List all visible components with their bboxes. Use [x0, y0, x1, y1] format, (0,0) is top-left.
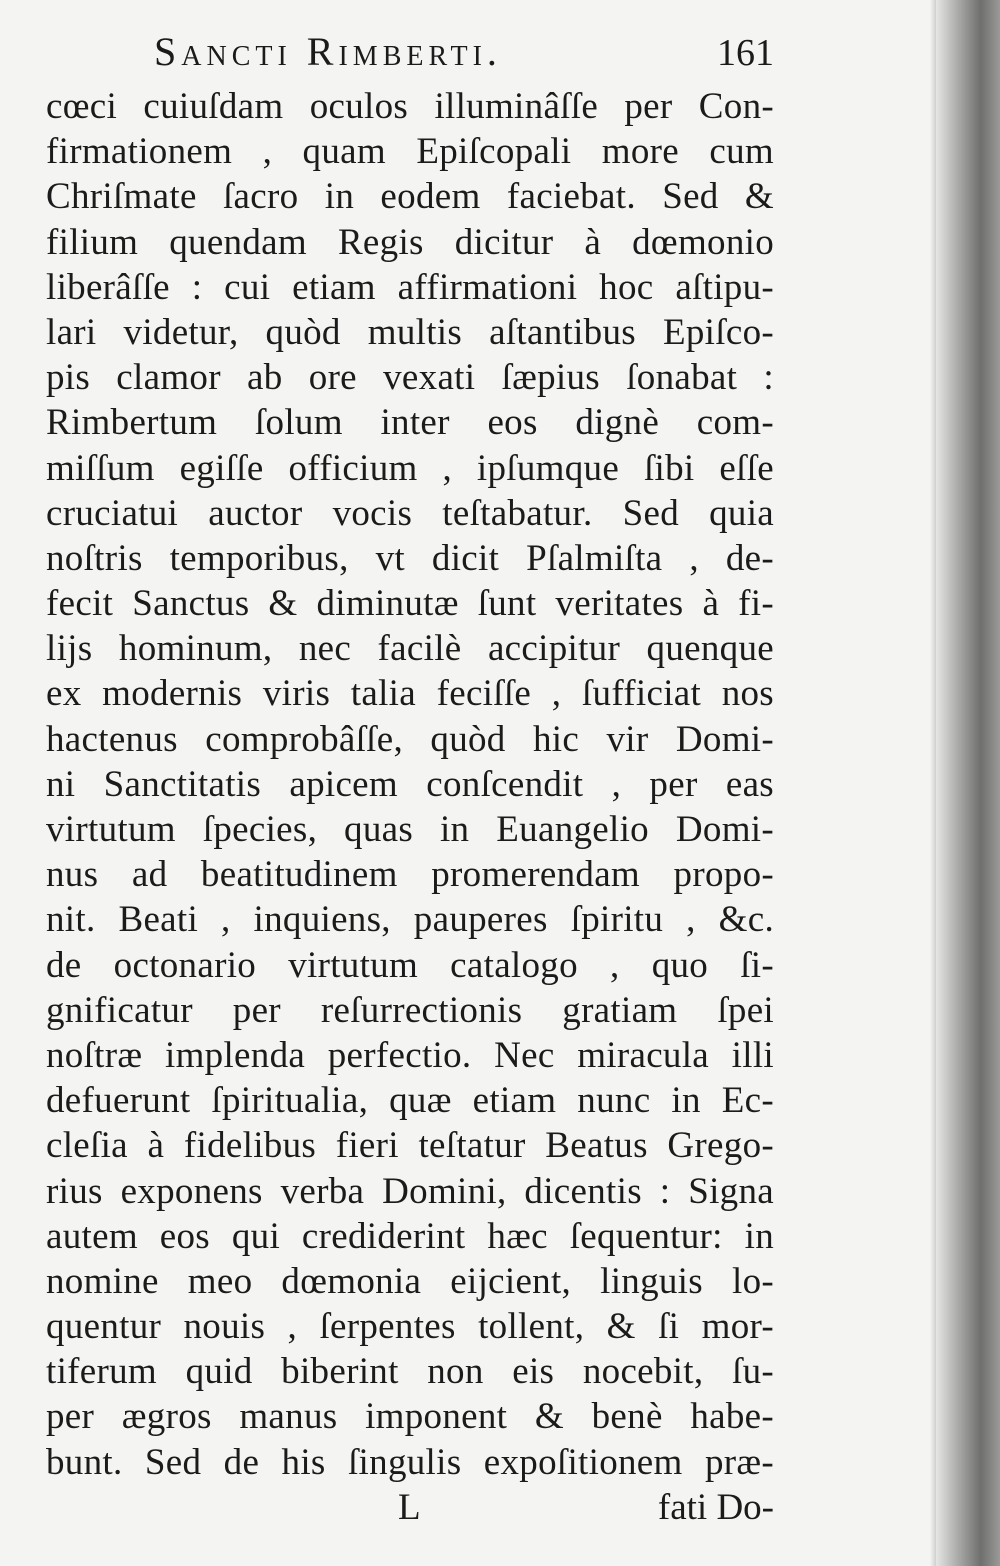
body-line: pis clamor ab ore vexati ſæpius ſonabat : — [46, 357, 774, 399]
body-line: hactenus comprobâſſe, quòd hic vir Domi- — [46, 718, 774, 760]
body-line: bunt. Sed de his ſingulis expoſitionem præ- — [46, 1441, 774, 1483]
body-line: gnificatur per reſurrectionis gratiam ſpei — [46, 989, 774, 1031]
body-line: tiferum quid biberint non eis nocebit, ſu- — [46, 1351, 774, 1393]
running-head — [46, 28, 774, 84]
body-line: Chriſmate ſacro in eodem faciebat. Sed & — [46, 176, 774, 218]
body-line: rius exponens verba Domini, dicentis : Signa — [46, 1170, 774, 1212]
body-text — [46, 84, 774, 1485]
body-line: ex modernis viris talia feciſſe , ſufficiat nos — [46, 673, 774, 715]
body-line: nomine meo dœmonia eijcient, linguis lo- — [46, 1260, 774, 1302]
body-line: filium quendam Regis dicitur à dœmonio — [46, 221, 774, 263]
body-line: cleſia à fidelibus fieri teſtatur Beatus Grego- — [46, 1125, 774, 1167]
body-line: lijs hominum, nec facilè accipitur quenque — [46, 628, 774, 670]
page-number: 161 — [717, 32, 774, 74]
body-line: defuerunt ſpiritualia, quæ etiam nunc in Ec- — [46, 1080, 774, 1122]
body-line: noſtræ implenda perfectio. Nec miracula illi — [46, 1034, 774, 1076]
body-line: virtutum ſpecies, quas in Euangelio Domi- — [46, 809, 774, 850]
body-line: lari videtur, quòd multis aſtantibus Epiſco- — [46, 311, 774, 353]
body-line: ni Sanctitatis apicem conſcendit , per eas — [46, 763, 774, 805]
body-line: nus ad beatitudinem promerendam propo- — [46, 854, 774, 896]
body-line: liberâſſe : cui etiam affirmationi hoc aſtipu- — [46, 266, 774, 308]
body-line: nit. Beati , inquiens, pauperes ſpiritu , &c. — [46, 899, 774, 941]
body-line: quentur nouis , ſerpentes tollent, & ſi mor- — [46, 1306, 774, 1348]
signature-mark: L — [398, 1486, 421, 1528]
body-line: cœci cuiuſdam oculos illuminâſſe per Con- — [46, 86, 774, 127]
book-gutter-shadow — [936, 0, 1000, 1566]
catchword: fati Do- — [657, 1486, 774, 1528]
body-line: autem eos qui crediderint hæc ſequentur: in — [46, 1215, 774, 1257]
body-line: de octonario virtutum catalogo , quo ſi- — [46, 944, 774, 986]
page-footer — [46, 1485, 774, 1531]
body-line: firmationem , quam Epiſcopali more cum — [46, 131, 774, 173]
body-line: per ægros manus imponent & benè habe- — [46, 1396, 774, 1438]
body-line: noſtris temporibus, vt dicit Pſalmiſta , de- — [46, 537, 774, 579]
body-line: miſſum egiſſe officium , ipſumque ſibi eſſe — [46, 447, 774, 489]
gutter-edge — [930, 0, 936, 1566]
body-line: Rimbertum ſolum inter eos dignè com- — [46, 402, 774, 444]
running-title: Sancti Rimberti. — [154, 29, 502, 74]
text-block — [46, 28, 774, 1531]
body-line: cruciatui auctor vocis teſtabatur. Sed quia — [46, 492, 774, 534]
body-line: fecit Sanctus & diminutæ ſunt veritates à fi- — [46, 583, 774, 625]
